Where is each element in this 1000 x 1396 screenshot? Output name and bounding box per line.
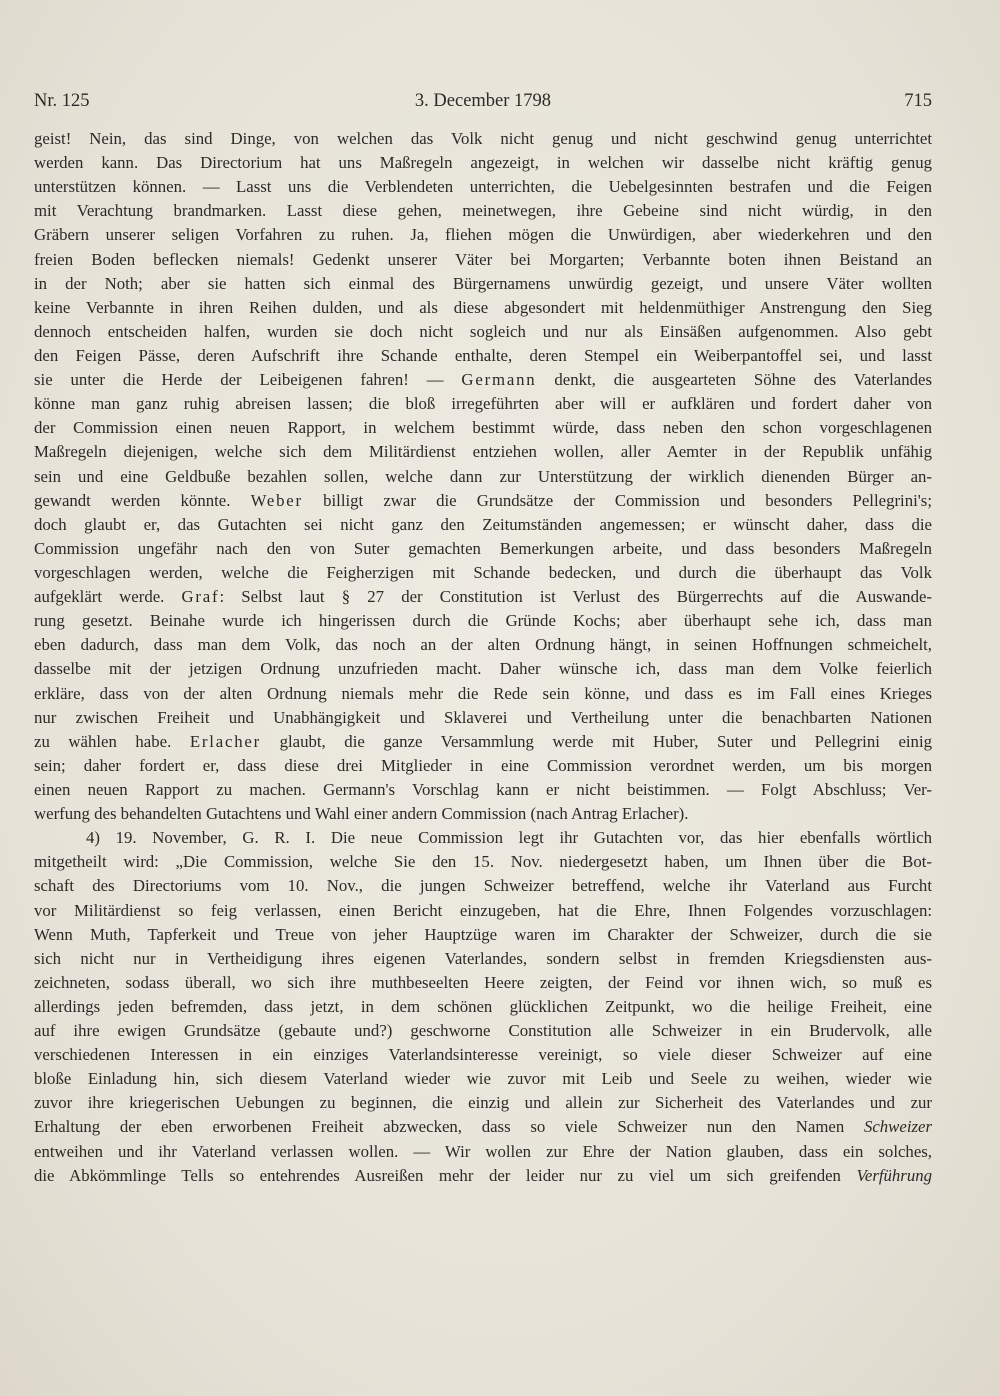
text-line: zeichneten, sodass überall, wo sich ihre muthbeseelten Heere zeigten, der Feind vor ihnen wich, so muß es	[34, 972, 932, 992]
text-line: geist! Nein, das sind Dinge, von welchen das Volk nicht genug und nicht geschwind genug unterrichtet	[34, 129, 932, 148]
text-line: aufgeklärt werde. Graf: Selbst laut § 27 der Constitution ist Verlust des Bürgerrechts auf die Auswande-	[34, 587, 932, 607]
text-line: doch glaubt er, das Gutachten sei nicht ganz den Zeitumständen angemessen; er wünscht daher, dass die	[34, 514, 932, 534]
text-line: unterstützen können. — Lasst uns die Verblendeten unterrichten, die Uebelgesinnten bestrafen und die Feigen	[34, 177, 932, 197]
text-line: sich nicht nur in Vertheidigung ihres eigenen Vaterlandes, sondern selbst in fremden Kriegsdiensten aus-	[34, 948, 932, 968]
text-line: dennoch entscheiden halfen, wurden sie doch nicht sogleich und nur als Einsäßen aufgenommen. Also gebt	[34, 321, 932, 341]
text-line: verschiedenen Interessen in ein einziges Vaterlandsinteresse vereinigt, so viele dieser Schweizer auf eine	[34, 1045, 932, 1065]
text-line: werden kann. Das Directorium hat uns Maßregeln angezeigt, in welchen wir dasselbe nicht kräftig genug	[34, 153, 932, 173]
body-text	[34, 127, 932, 1188]
text-line: freien Boden beflecken niemals! Gedenkt unserer Väter bei Morgarten; Verbannte boten ihnen Beistand an	[34, 249, 932, 269]
text-line: der Commission einen neuen Rapport, in welchem bestimmt würde, dass neben den schon vorgeschlagenen	[34, 418, 932, 438]
text-line: dasselbe mit der jetzigen Ordnung unzufrieden macht. Daher wünsche ich, dass man dem Volke feierlich	[34, 659, 932, 679]
document-number: Nr. 125	[34, 91, 90, 111]
text-line: sie unter die Herde der Leibeigenen fahren! — Germann denkt, die ausgearteten Söhne des Vaterlandes	[34, 370, 932, 390]
text-line: allerdings jeden befremden, dass jetzt, in dem schönen glücklichen Zeitpunkt, wo die heilige Freiheit, eine	[34, 996, 932, 1016]
text-line: mitgetheilt wird: „Die Commission, welche Sie den 15. Nov. niedergesetzt haben, um Ihnen über die Bot-	[34, 852, 932, 872]
text-line: eben dadurch, dass man dem Volk, das noch an der alten Ordnung hängt, in seinen Hoffnungen schmeichelt,	[34, 635, 932, 655]
text-line: keine Verbannte in ihren Reihen dulden, und als diese abgesondert mit heldenmüthiger Anstrengung den Sieg	[34, 297, 932, 317]
text-line: vor Militärdienst so feig verlassen, einen Bericht einzugeben, hat die Ehre, Ihnen Folgendes vorzuschlagen:	[34, 900, 932, 920]
text-line: auf ihre ewigen Grundsätze (gebaute und?) geschworne Constitution alle Schweizer in ein Brudervolk, alle	[34, 1021, 932, 1041]
text-line: einen neuen Rapport zu machen. Germann's Vorschlag kann er nicht beistimmen. — Folgt Abschluss; Ver-	[34, 779, 932, 799]
text-line: die Abkömmlinge Tells so entehrendes Ausreißen mehr der leider nur zu viel um sich greifenden Verführung	[34, 1165, 932, 1185]
text-line: Erhaltung der eben erworbenen Freiheit abzwecken, dass so viele Schweizer nun den Namen Schweizer	[34, 1117, 932, 1137]
text-line: mit Verachtung brandmarken. Lasst diese gehen, meinetwegen, ihre Gebeine sind nicht würdig, in den	[34, 201, 932, 221]
page-number: 715	[904, 91, 932, 111]
text-line: erkläre, dass von der alten Ordnung niemals mehr die Rede sein könne, und dass es im Fall eines Krieges	[34, 683, 932, 703]
text-line: nur zwischen Freiheit und Unabhängigkeit und Sklaverei und Vertheilung unter die benachbarten Nationen	[34, 707, 932, 727]
text-line: sein; daher fordert er, dass diese drei Mitglieder in eine Commission verordnet werden, um bis morgen	[34, 755, 932, 775]
text-line: gewandt werden könnte. Weber billigt zwar die Grundsätze der Commission und besonders Pellegrini's;	[34, 490, 932, 510]
text-line: Maßregeln diejenigen, welche sich dem Militärdienst entziehen wollen, aller Aemter in der Republik unfähig	[34, 442, 932, 462]
text-line: Wenn Muth, Tapferkeit und Treue von jeher Hauptzüge waren im Charakter der Schweizer, durch die sie	[34, 924, 932, 944]
document-date: 3. December 1798	[414, 91, 552, 111]
text-line: sein und eine Geldbuße bezahlen sollen, welche dann zur Unterstützung der wirklich dienenden Bürger an-	[34, 466, 932, 486]
text-line: Commission ungefähr nach den von Suter gemachten Bemerkungen arbeite, und dass besonders Maßregeln	[34, 538, 932, 558]
text-line: rung gesetzt. Beinahe wurde ich hingerissen durch die Gründe Kochs; aber überhaupt sehe ich, dass man	[34, 611, 932, 631]
text-line: den Feigen Pässe, deren Aufschrift ihre Schande enthalte, deren Stempel ein Weiberpantoffel sei, und lasst	[34, 345, 932, 365]
text-line: 4) 19. November, G. R. I. Die neue Commission legt ihr Gutachten vor, das hier ebenfalls wörtlich	[86, 828, 932, 848]
text-line: entweihen und ihr Vaterland verlassen wollen. — Wir wollen zur Ehre der Nation glauben, dass ein solches,	[34, 1141, 932, 1161]
text-line: werfung des behandelten Gutachtens und Wahl einer andern Commission (nach Antrag Erlacher).	[34, 804, 689, 824]
page-header	[34, 91, 932, 117]
text-line: könne man ganz ruhig abreisen lassen; die bloß irregeführten aber will er aufklären und fordert daher von	[34, 394, 932, 414]
text-line: Gräbern unserer seligen Vorfahren zu ruhen. Ja, fliehen mögen die Unwürdigen, aber wiederkehren und den	[34, 225, 932, 245]
text-line: in der Noth; aber sie hatten sich einmal des Bürgernamens unwürdig gezeigt, und unsere Väter wollten	[34, 273, 932, 293]
text-line: zuvor ihre kriegerischen Uebungen zu beginnen, die einzig und allein zur Sicherheit des Vaterlandes und zur	[34, 1093, 932, 1113]
text-line: bloße Einladung hin, sich diesem Vaterland wieder wie zuvor mit Leib und Seele zu weihen, wieder wie	[34, 1069, 932, 1089]
text-line: zu wählen habe. Erlacher glaubt, die ganze Versammlung werde mit Huber, Suter und Pellegrini einig	[34, 731, 932, 751]
text-line: vorgeschlagen werden, welche die Feigherzigen mit Schande bedecken, und durch die überhaupt das Volk	[34, 562, 932, 582]
text-line: schaft des Directoriums vom 10. Nov., die jungen Schweizer betreffend, welche ihr Vaterland aus Furcht	[34, 876, 932, 896]
